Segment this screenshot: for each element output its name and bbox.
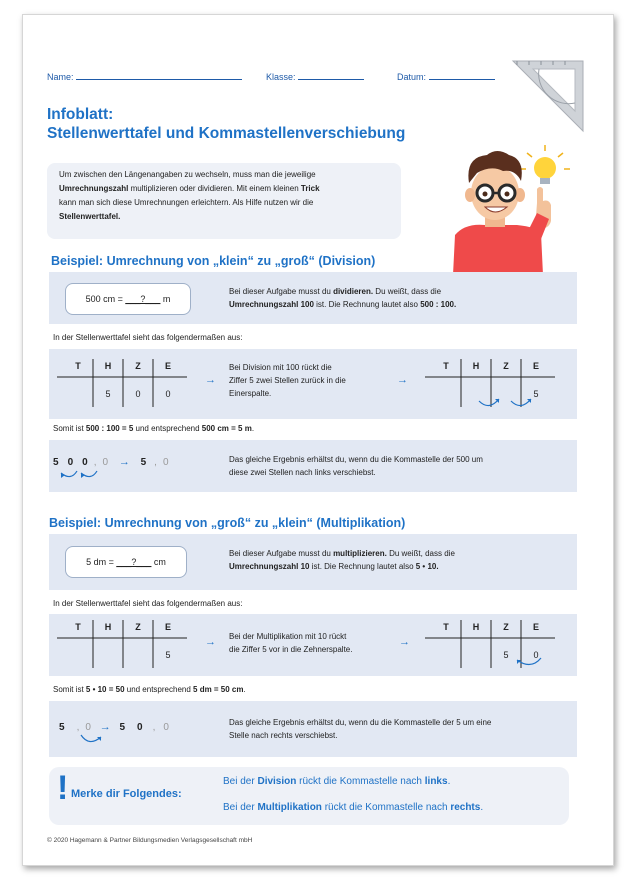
- ex2-right-table-header-E: E: [532, 622, 540, 632]
- class-line: [298, 71, 364, 80]
- example1-step-text: Bei Division mit 100 rückt die Ziffer 5 zwei Stellen zurück in die Einerspalte.: [229, 363, 346, 398]
- intro-line-4: Stellenwerttafel.: [59, 212, 121, 221]
- example2-shift-arrow: [77, 731, 117, 747]
- class-field[interactable]: [266, 71, 364, 82]
- example1-shift-text: Das gleiche Ergebnis erhältst du, wenn du die Kommastelle der 500 um diese zwei Stellen nach links verschiebst.: [229, 455, 483, 477]
- example2-step-text: Bei der Multiplikation mit 10 rückt die Ziffer 5 vor in die Zehnerspalte.: [229, 632, 353, 654]
- copyright-footer: © 2020 Hagemann & Partner Bildungsmedien Verlagsgesellschaft mbH: [47, 837, 253, 844]
- ex2-right-table-cell: 5: [503, 650, 509, 660]
- title-line-2: Stellenwerttafel und Kommastellenverschiebung: [47, 125, 406, 142]
- name-field[interactable]: [47, 71, 242, 82]
- exclamation-icon: !: [57, 769, 69, 807]
- ex1-right-table-header-H: H: [472, 361, 480, 371]
- example1-shift-digits: 5 0 0 , 0 → 5 , 0: [53, 456, 169, 468]
- right-arrow-icon: →: [205, 374, 216, 386]
- example2-equation-box: 5 dm = ___?___ cm: [65, 546, 187, 578]
- right-arrow-icon: →: [205, 636, 216, 648]
- right-arrow-icon: →: [99, 721, 111, 733]
- example2-place-value-table-left: [51, 616, 201, 676]
- ex2-right-table-header-Z: Z: [503, 622, 509, 632]
- intro-box: [47, 163, 401, 239]
- example1-title: Beispiel: Umrechnung von „klein“ zu „groß“ (Division): [51, 254, 376, 268]
- ex1-left-table-cell: 0: [135, 389, 141, 399]
- example2-table-intro: In der Stellenwerttafel sieht das folgendermaßen aus:: [53, 599, 243, 608]
- title-line-1: Infoblatt:: [47, 106, 114, 123]
- example2-result: Somit ist 5 • 10 = 50 und entsprechend 5 dm = 50 cm.: [53, 685, 246, 694]
- example2-shift-text: Das gleiche Ergebnis erhältst du, wenn du die Kommastelle der 5 um eine Stelle nach rechts verschiebst.: [229, 718, 492, 740]
- intro-line-3: kann man sich diese Umrechnungen erleichtern. Als Hilfe nutzen wir die: [59, 198, 314, 207]
- example1-place-value-table-left: [51, 355, 201, 415]
- boy-with-lightbulb-illustration: [425, 143, 575, 275]
- example1-place-value-table-right: [419, 355, 569, 415]
- name-line: [76, 71, 242, 80]
- set-square-icon: [509, 55, 587, 133]
- lightbulb-icon: [520, 145, 570, 184]
- merke-rule-multiplication: Bei der Multiplikation rückt die Kommastelle nach rechts.: [223, 802, 484, 813]
- ex2-left-table-cell: 5: [165, 650, 171, 660]
- example1-table-intro: In der Stellenwerttafel sieht das folgendermaßen aus:: [53, 333, 243, 342]
- class-label: Klasse:: [266, 72, 296, 82]
- intro-line-1: Um zwischen den Längenangaben zu wechseln, muss man die jeweilige: [59, 170, 316, 179]
- example1-result: Somit ist 500 : 100 = 5 und entsprechend 500 cm = 5 m.: [53, 424, 255, 433]
- example1-equation-box: 500 cm = ___?___ m: [65, 283, 191, 315]
- ex1-right-table-header-E: E: [532, 361, 540, 371]
- ex1-left-table-header-H: H: [104, 361, 112, 371]
- ex2-left-table-header-E: E: [164, 622, 172, 632]
- date-field[interactable]: [397, 71, 495, 82]
- ex2-left-table-header-T: T: [75, 622, 81, 632]
- page-title: [47, 105, 405, 143]
- example1-answer-blank[interactable]: ___?___: [125, 294, 161, 304]
- ex2-right-table-header-T: T: [443, 622, 449, 632]
- example2-explanation: Bei dieser Aufgabe musst du multiplizieren. Du weißt, dass die Umrechnungszahl 10 ist. Die Rechnung lautet also 5 • 10.: [229, 549, 455, 571]
- name-label: Name:: [47, 72, 74, 82]
- ex1-left-table-header-E: E: [164, 361, 172, 371]
- ex1-right-table-header-T: T: [443, 361, 449, 371]
- example1-explanation: Bei dieser Aufgabe musst du dividieren. Du weißt, dass die Umrechnungszahl 100 ist. Die Rechnung lautet also 500 : 100.: [229, 287, 457, 309]
- merke-rule-division: Bei der Division rückt die Kommastelle nach links.: [223, 776, 451, 787]
- intro-line-2: Umrechnungszahl multiplizieren oder dividieren. Mit einem kleinen Trick: [59, 184, 320, 193]
- example2-title: Beispiel: Umrechnung von „groß“ zu „klein“ (Multiplikation): [49, 516, 406, 530]
- right-arrow-icon: →: [118, 456, 130, 468]
- ex1-left-table-header-Z: Z: [135, 361, 141, 371]
- ex2-right-table-header-H: H: [472, 622, 480, 632]
- merke-label: Merke dir Folgendes:: [71, 788, 182, 800]
- ex1-right-table-header-Z: Z: [503, 361, 509, 371]
- date-label: Datum:: [397, 72, 427, 82]
- example2-shift-digits: 5 , 0 → 5 0 , 0: [59, 721, 169, 733]
- ex1-right-table-cell: 5: [533, 389, 539, 399]
- ex1-left-table-cell: 5: [105, 389, 111, 399]
- date-line: [429, 71, 495, 80]
- worksheet-page: [22, 14, 614, 866]
- right-arrow-icon: →: [399, 636, 410, 648]
- ex1-left-table-cell: 0: [165, 389, 171, 399]
- ex1-left-table-header-T: T: [75, 361, 81, 371]
- right-arrow-icon: →: [397, 374, 408, 386]
- example1-shift-arrows: [57, 467, 117, 483]
- example2-answer-blank[interactable]: ___?___: [116, 557, 152, 567]
- example2-place-value-table-right: [419, 616, 569, 676]
- ex2-left-table-header-H: H: [104, 622, 112, 632]
- ex2-left-table-header-Z: Z: [135, 622, 141, 632]
- ex2-right-table-cell: 0: [533, 650, 539, 660]
